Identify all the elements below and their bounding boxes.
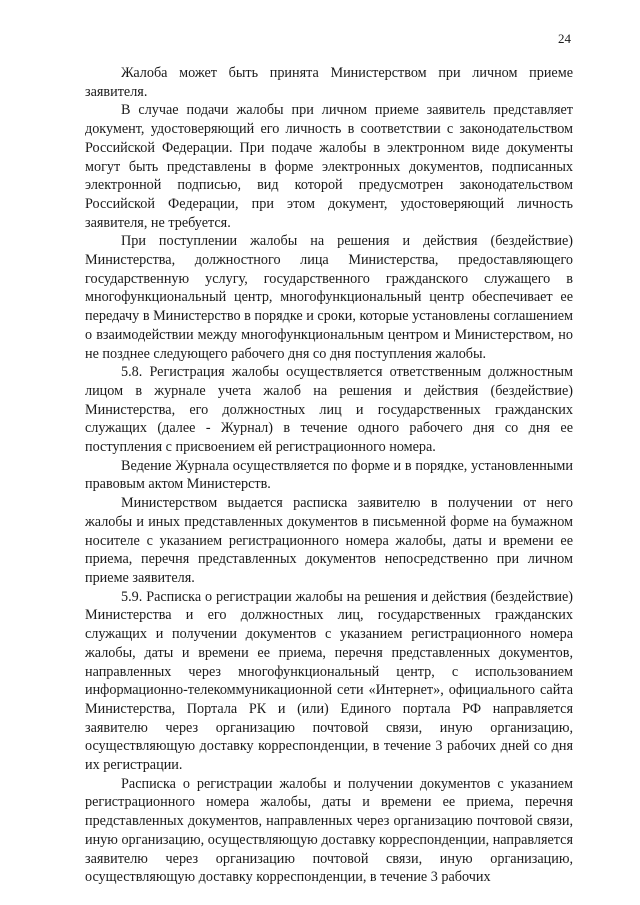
paragraph-complaint-acceptance: Жалоба может быть принята Министерством при личном приеме заявителя. bbox=[85, 65, 573, 100]
document-body bbox=[85, 64, 573, 887]
paragraph-personal-submission: В случае подачи жалобы при личном приеме заявитель представляет документ, удостоверяющий его личность в соответствии с законодательством Российской Федерации. При подаче жалобы в электронном виде документы могут быть представлены в форме электронных документов, подписанных электронной подписью, вид которой предусмотрен законодательством Российской Федерации, при этом документ, удостоверяющий личность заявителя, не требуется. bbox=[85, 102, 573, 231]
paragraph-receipt-postal: Расписка о регистрации жалобы и получении документов с указанием регистрационного номера жалобы, даты и времени ее приема, перечня представленных документов, направленных через организацию почтовой связи, иную организацию, осуществляющую доставку корреспонденции, направляется заявителю через организацию почтовой связи, иную организацию, осуществляющую доставку корреспонденции, в течение 3 рабочих bbox=[85, 775, 573, 886]
paragraph-receipt-issuance: Министерством выдается расписка заявителю в получении от него жалобы и иных представленных документов в письменной форме на бумажном носителе с указанием регистрационного номера жалобы, даты и времени ее приема, перечня представленных документов непосредственно при личном приеме заявителя. bbox=[85, 495, 573, 586]
paragraph-mfc-transfer: При поступлении жалобы на решения и действия (бездействие) Министерства, должностного лица Министерства, предоставляющего государственную услугу, государственного гражданского служащего в многофункциональный центр, многофункциональный центр обеспечивает ее передачу в Министерство в порядке и сроки, которые установлены соглашением о взаимодействии между многофункциональным центром и Министерством, но не позднее следующего рабочего дня со дня поступления жалобы. bbox=[85, 233, 573, 362]
paragraph-5-8-registration: 5.8. Регистрация жалобы осуществляется ответственным должностным лицом в журнале учета жалоб на решения и действия (бездействие) Министерства, его должностных лиц и государственных гражданских служащих (далее - Журнал) в течение одного рабочего дня со дня ее поступления с присвоением ей регистрационного номера. bbox=[85, 364, 573, 456]
paragraph-journal-keeping: Ведение Журнала осуществляется по форме и в порядке, установленными правовым актом Министерств. bbox=[85, 457, 573, 493]
paragraph-5-9-receipt: 5.9. Расписка о регистрации жалобы на решения и действия (бездействие) Министерства и его должностных лиц, государственных гражданских служащих и получении документов с указанием регистрационного номера жалобы, даты и времени ее приема, перечня представленных документов, направленных через многофункциональный центр, с использованием информационно-телекоммуникационной сети «Интернет», официального сайта Министерства, Портала РК и (или) Единого портала РФ направляется заявителю через организацию почтовой связи, иную организацию, осуществляющую доставку корреспонденции, в течение 3 рабочих дней со дня их регистрации. bbox=[85, 588, 573, 774]
page-number: 24 bbox=[558, 31, 571, 46]
